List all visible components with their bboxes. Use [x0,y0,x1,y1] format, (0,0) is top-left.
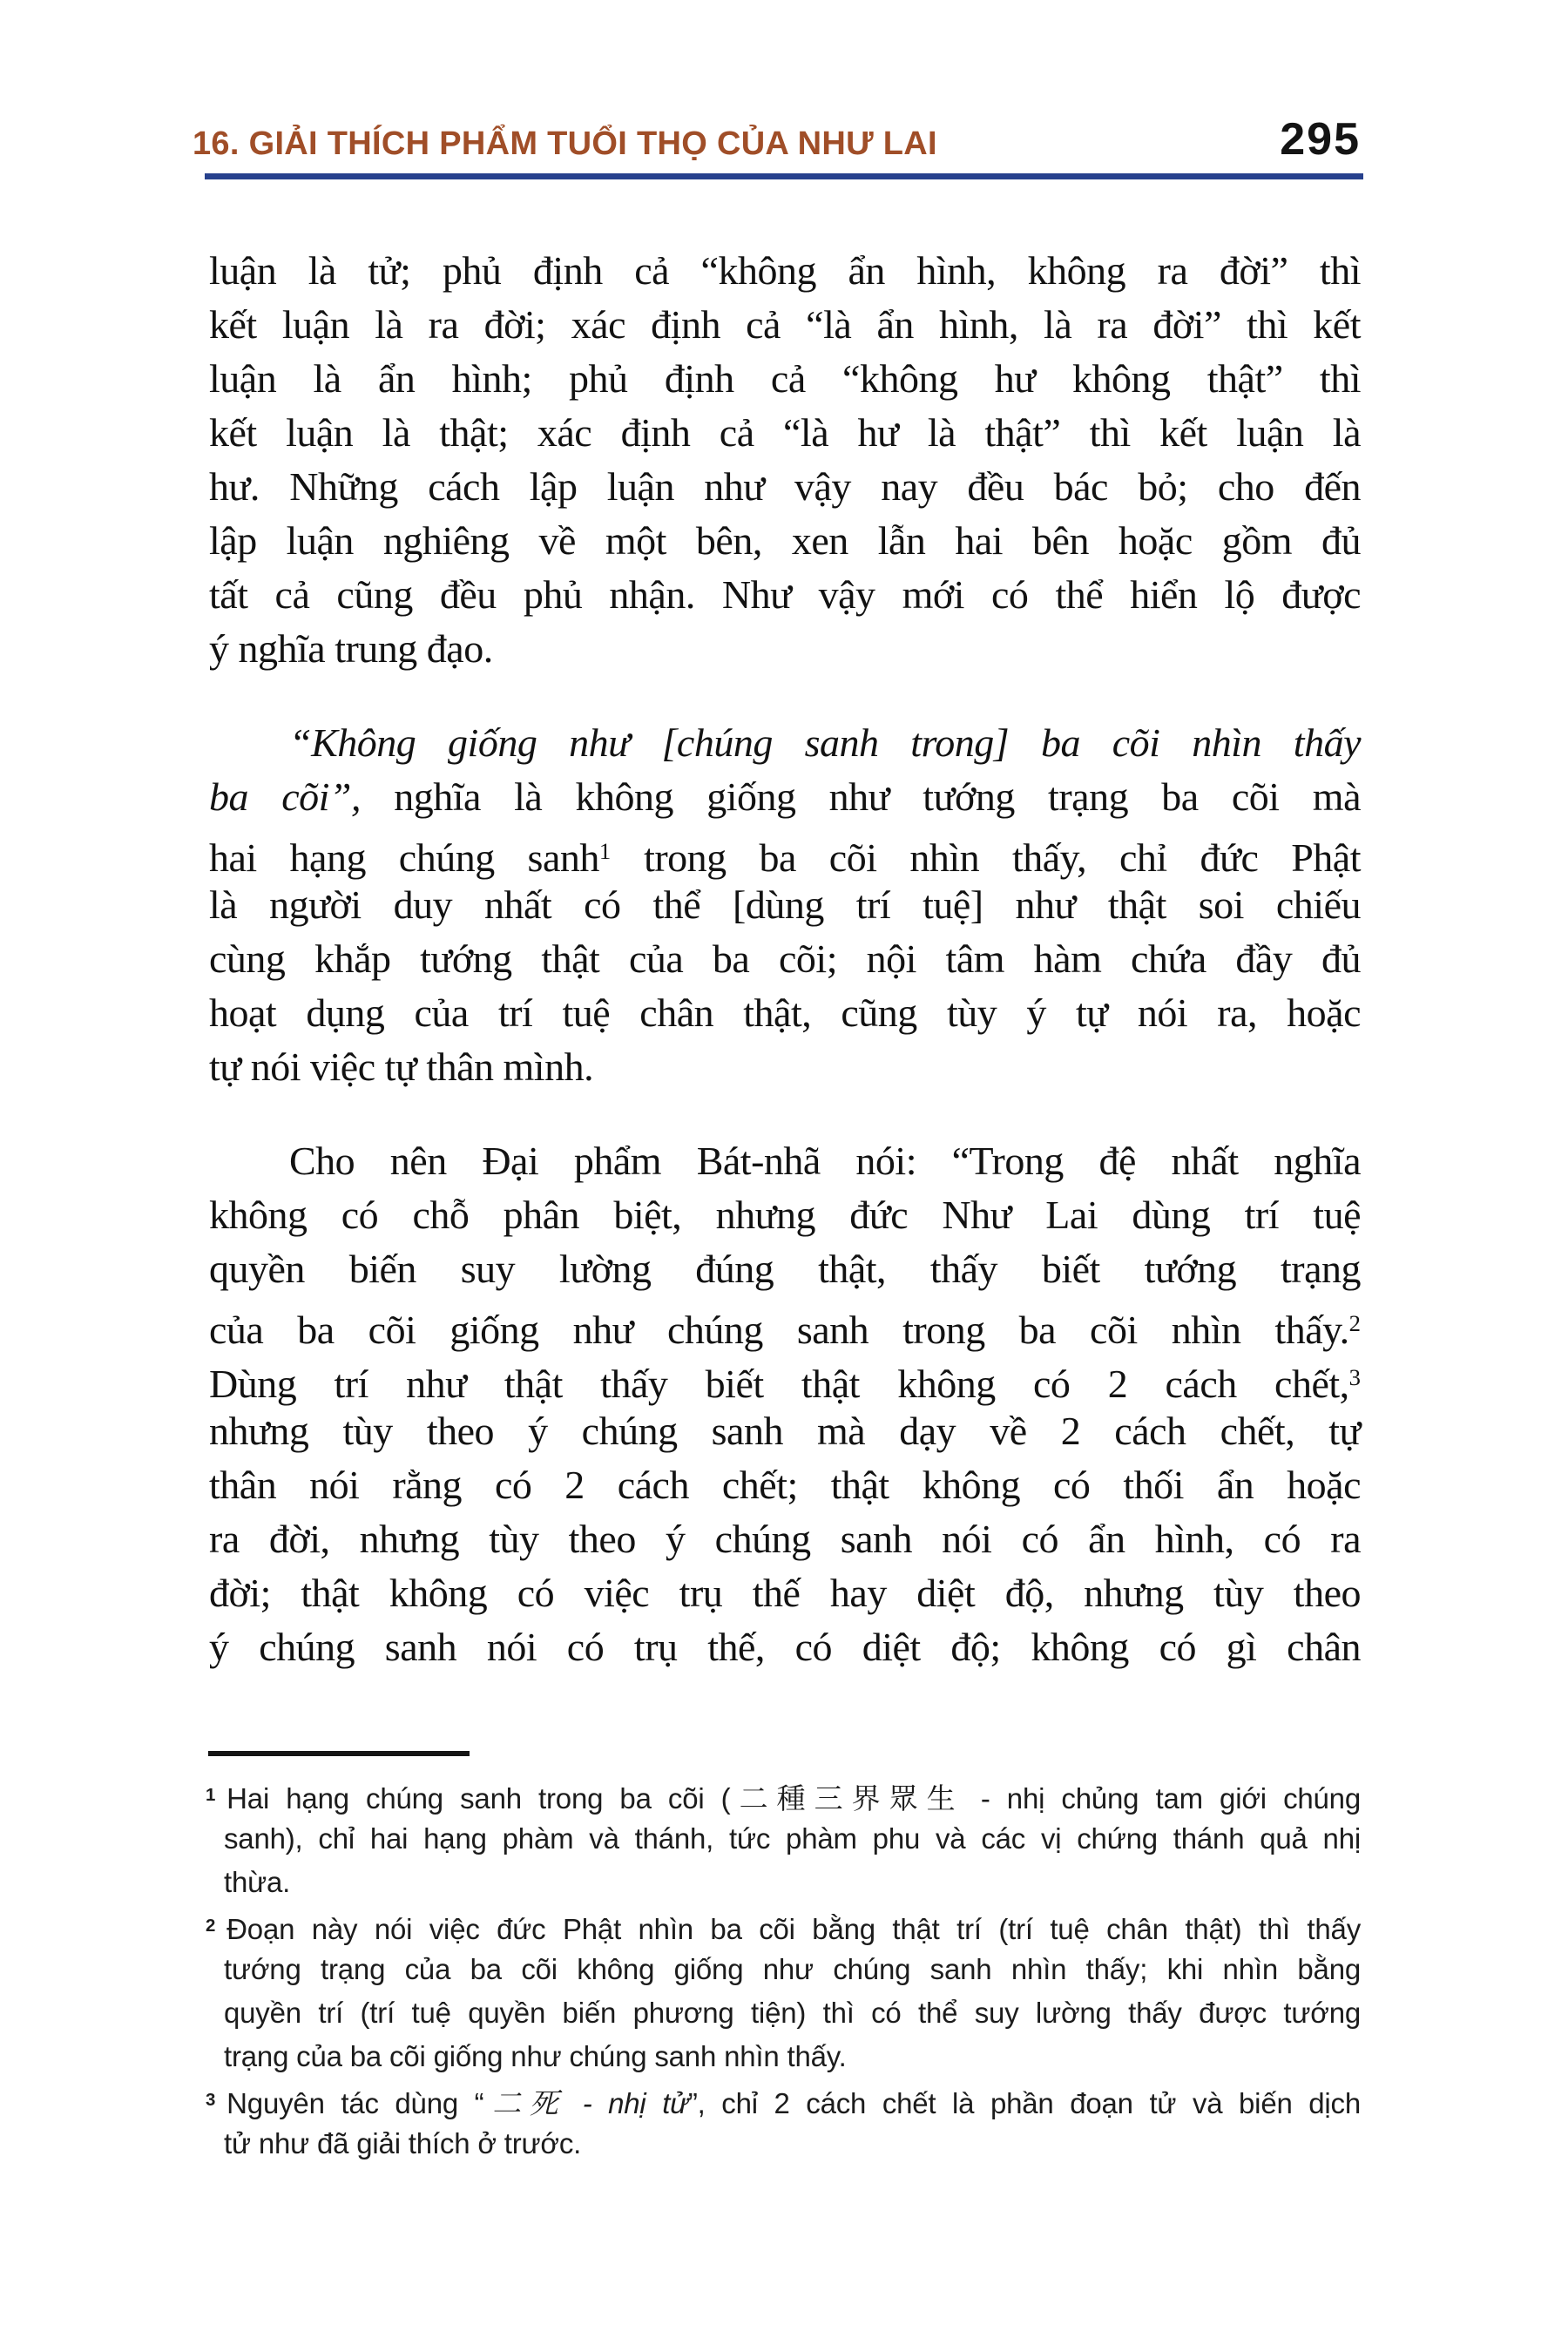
text-segment: 二死 - nhị tử [483,2087,688,2120]
text-segment: của ba cõi giống như chúng sanh trong ba cõi nhìn thấy. [209,1307,1349,1352]
text-segment: tự nói việc tự thân mình. [209,1044,594,1089]
body-line [209,1404,1361,1458]
footnote-separator [208,1751,470,1756]
text-segment: Dùng trí như thật thấy biết thật không có 2 cách chết, [209,1361,1349,1406]
footnote-marker: 3 [206,2090,216,2110]
body-line [209,932,1361,986]
footnote [206,1774,1361,1904]
text-segment: kết luận là thật; xác định cả “là hư là thật” thì kết luận là [209,410,1361,455]
text-segment: luận là ẩn hình; phủ định cả “không hư không thật” thì [209,356,1361,401]
text-segment: luận là tử; phủ định cả “không ẩn hình, không ra đời” thì [209,248,1361,293]
text-segment: không có chỗ phân biệt, nhưng đức Như Lai dùng trí tuệ [209,1193,1361,1237]
text-segment: hư. Những cách lập luận như vậy nay đều bác bỏ; cho đến [209,464,1361,509]
text-segment: trong ba cõi nhìn thấy, chỉ đức Phật [611,835,1362,880]
body-line [209,244,1361,298]
text-segment: Nguyên tác dùng “ [226,2087,484,2120]
body-line [209,878,1361,932]
footnote-ref: 1 [598,838,612,864]
footnote-line [206,1991,1361,2035]
text-segment: thừa. [224,1866,291,1898]
body-line [209,352,1361,406]
text-segment: lập luận nghiêng về một bên, xen lẫn hai bên hoặc gồm đủ [209,518,1361,563]
footnote-line [206,2122,1361,2166]
body-line [209,1512,1361,1566]
footnote-line [206,1948,1361,1991]
text-segment: ý nghĩa trung đạo. [209,626,493,671]
text-segment: Cho nên Đại phẩm Bát-nhã nói: “Trong đệ nhất nghĩa [289,1139,1361,1183]
body-text [209,244,1361,1674]
body-line [209,406,1361,460]
body-line [209,986,1361,1040]
body-line [209,298,1361,352]
footnote-line [206,2035,1361,2078]
text-segment: nhưng tùy theo ý chúng sanh mà dạy về 2 cách chết, tự [209,1409,1361,1453]
page-number: 295 [1280,114,1361,165]
text-segment: ba cõi”, [209,774,361,819]
body-line [209,770,1361,824]
body-line [209,716,1361,770]
footnote-ref: 2 [1348,1310,1361,1336]
body-line [209,514,1361,568]
body-line [209,1242,1361,1296]
text-segment: quyền biến suy lường đúng thật, thấy biết tướng trạng [209,1247,1361,1291]
text-segment: sanh), chỉ hai hạng phàm và thánh, tức phàm phu và các vị chứng thánh quả nhị [224,1822,1361,1855]
paragraph [209,716,1361,1094]
paragraph [209,1134,1361,1674]
footnote-line [206,2078,1361,2122]
footnote-line [206,1817,1361,1861]
text-segment: ”, chỉ 2 cách chết là phần đoạn tử và biến dịch [687,2087,1361,2120]
footnote-ref: 3 [1348,1364,1361,1390]
text-segment: tất cả cũng đều phủ nhận. Như vậy mới có thể hiển lộ được [209,572,1361,617]
paragraph [209,244,1361,676]
text-segment: hai hạng chúng sanh [209,835,599,880]
text-segment: đời; thật không có việc trụ thế hay diệt độ, nhưng tùy theo [209,1571,1361,1615]
text-segment: ý chúng sanh nói có trụ thế, có diệt độ; không có gì chân [209,1625,1361,1669]
text-segment: tướng trạng của ba cõi không giống như chúng sanh nhìn thấy; khi nhìn bằng [224,1953,1361,1985]
chapter-title: 16. GIẢI THÍCH PHẨM TUỔI THỌ CỦA NHƯ LAI [193,125,937,162]
text-segment: kết luận là ra đời; xác định cả “là ẩn hình, là ra đời” thì kết [209,302,1361,347]
text-segment: hoạt dụng của trí tuệ chân thật, cũng tùy ý tự nói ra, hoặc [209,990,1361,1035]
body-line [209,568,1361,622]
text-segment: Đoạn này nói việc đức Phật nhìn ba cõi bằng thật trí (trí tuệ chân thật) thì thấy [226,1913,1361,1946]
text-segment: ra đời, nhưng tùy theo ý chúng sanh nói có ẩn hình, có ra [209,1517,1361,1561]
text-segment: là người duy nhất có thể [dùng trí tuệ] như thật soi chiếu [209,882,1361,927]
body-line [209,1188,1361,1242]
body-line [209,1620,1361,1674]
body-line [209,1040,1361,1094]
footnote-line [206,1861,1361,1904]
footnote-marker: 2 [206,1916,216,1936]
body-line [209,622,1361,676]
footnote-line [206,1774,1361,1817]
text-segment: trạng của ba cõi giống như chúng sanh nhìn thấy. [224,2040,847,2072]
body-line [209,1134,1361,1188]
header-rule [205,173,1363,179]
footnote [206,2078,1361,2166]
text-segment: Hai hạng chúng sanh trong ba cõi (二種三界眾生 - nhị chủng tam giới chúng [226,1782,1361,1815]
text-segment: “Không giống như [chúng sanh trong] ba cõi nhìn thấy [289,720,1361,765]
text-segment: tử như đã giải thích ở trước. [224,2127,582,2159]
text-segment: nghĩa là không giống như tướng trạng ba cõi mà [360,774,1361,819]
footnote-line [206,1904,1361,1948]
body-line [209,1458,1361,1512]
footnote [206,1904,1361,2078]
text-segment: quyền trí (trí tuệ quyền biến phương tiện) thì có thể suy lường thấy được tướng [224,1997,1361,2029]
text-segment: thân nói rằng có 2 cách chết; thật không có thối ẩn hoặc [209,1463,1361,1507]
body-line [209,1566,1361,1620]
body-line [209,824,1361,878]
footnote-marker: 1 [206,1785,216,1805]
text-segment: cùng khắp tướng thật của ba cõi; nội tâm hàm chứa đầy đủ [209,936,1361,981]
body-line [209,460,1361,514]
body-line [209,1350,1361,1404]
body-line [209,1296,1361,1350]
footnotes [206,1774,1361,2166]
